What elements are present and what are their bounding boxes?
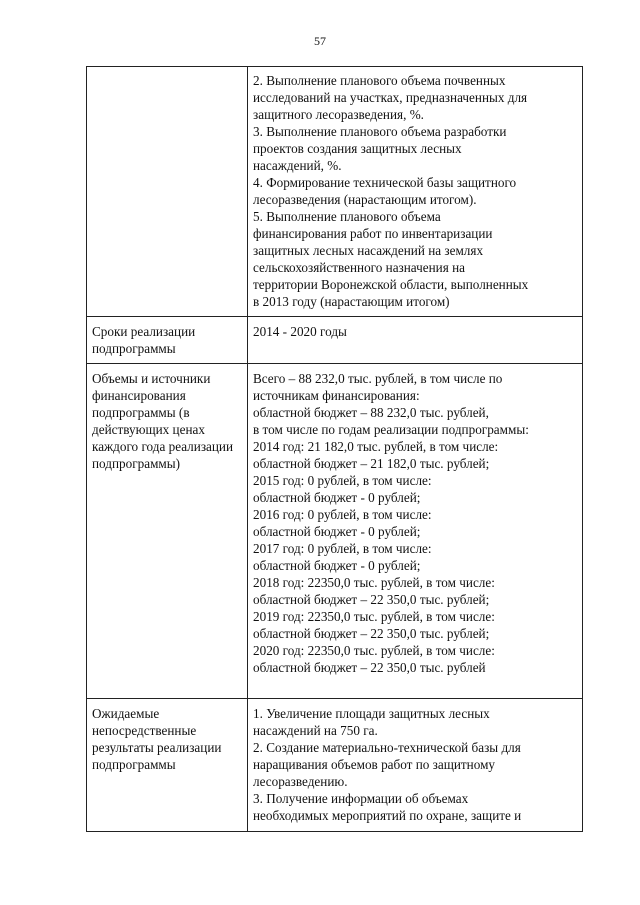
funding-line: областной бюджет - 0 рублей; bbox=[253, 490, 421, 505]
period-line: 2014 - 2020 годы bbox=[253, 324, 347, 339]
row-funding bbox=[87, 364, 583, 699]
funding-line: областной бюджет – 22 350,0 тыс. рублей; bbox=[253, 626, 490, 641]
label-line: подпрограммы) bbox=[92, 456, 181, 471]
funding-line: 2019 год: 22350,0 тыс. рублей, в том числе: bbox=[253, 609, 495, 624]
label-line: финансирования bbox=[92, 388, 186, 403]
target-line: 4. Формирование технической базы защитного bbox=[253, 175, 517, 190]
target-line: 3. Выполнение планового объема разработки bbox=[253, 124, 507, 139]
row-targets-label-cell bbox=[87, 67, 248, 317]
label-line: Ожидаемые bbox=[92, 706, 160, 721]
label-line: подпрограммы bbox=[92, 757, 176, 772]
implementation-period-label bbox=[87, 317, 248, 364]
label-line: подпрограммы bbox=[92, 341, 176, 356]
funding-line: 2020 год: 22350,0 тыс. рублей, в том числе: bbox=[253, 643, 495, 658]
funding-line: областной бюджет - 0 рублей; bbox=[253, 558, 421, 573]
target-line: исследований на участках, предназначенных для bbox=[253, 90, 528, 105]
result-line: 1. Увеличение площади защитных лесных bbox=[253, 706, 490, 721]
target-line: защитного лесоразведения, %. bbox=[253, 107, 424, 122]
result-line: насаждений на 750 га. bbox=[253, 723, 378, 738]
row-targets bbox=[87, 67, 583, 317]
row-targets-content-cell bbox=[248, 67, 583, 317]
target-line: насаждений, %. bbox=[253, 158, 342, 173]
funding-line: областной бюджет – 88 232,0 тыс. рублей, bbox=[253, 405, 489, 420]
funding-label bbox=[87, 364, 248, 699]
result-line: 2. Создание материально-технической базы для bbox=[253, 740, 521, 755]
label-line: Сроки реализации bbox=[92, 324, 196, 339]
label-line: результаты реализации bbox=[92, 740, 222, 755]
label-line: подпрограммы (в bbox=[92, 405, 190, 420]
subprogram-passport-table bbox=[86, 66, 583, 832]
target-line: защитных лесных насаждений на землях bbox=[253, 243, 484, 258]
target-line: 2. Выполнение планового объема почвенных bbox=[253, 73, 506, 88]
funding-line: 2014 год: 21 182,0 тыс. рублей, в том числе: bbox=[253, 439, 499, 454]
result-line: лесоразведению. bbox=[253, 774, 348, 789]
funding-line: 2018 год: 22350,0 тыс. рублей, в том числе: bbox=[253, 575, 495, 590]
funding-line: областной бюджет – 22 350,0 тыс. рублей; bbox=[253, 592, 490, 607]
label-line: действующих ценах bbox=[92, 422, 205, 437]
label-line: непосредственные bbox=[92, 723, 197, 738]
funding-line: 2017 год: 0 рублей, в том числе: bbox=[253, 541, 432, 556]
funding-content bbox=[248, 364, 583, 699]
result-line: необходимых мероприятий по охране, защите и bbox=[253, 808, 522, 823]
row-expected-results bbox=[87, 699, 583, 832]
expected-results-label bbox=[87, 699, 248, 832]
target-line: в 2013 году (нарастающим итогом) bbox=[253, 294, 450, 309]
label-line: каждого года реализации bbox=[92, 439, 234, 454]
label-line: Объемы и источники bbox=[92, 371, 211, 386]
funding-line: 2016 год: 0 рублей, в том числе: bbox=[253, 507, 432, 522]
target-line: 5. Выполнение планового объема bbox=[253, 209, 441, 224]
funding-line: Всего – 88 232,0 тыс. рублей, в том числе по bbox=[253, 371, 503, 386]
target-line: финансирования работ по инвентаризации bbox=[253, 226, 493, 241]
result-line: 3. Получение информации об объемах bbox=[253, 791, 469, 806]
target-line: территории Воронежской области, выполненных bbox=[253, 277, 529, 292]
page-number: 57 bbox=[314, 34, 326, 48]
funding-line: в том числе по годам реализации подпрограммы: bbox=[253, 422, 529, 437]
target-line: лесоразведения (нарастающим итогом). bbox=[253, 192, 477, 207]
funding-line: источникам финансирования: bbox=[253, 388, 420, 403]
implementation-period-value bbox=[248, 317, 583, 364]
funding-line: 2015 год: 0 рублей, в том числе: bbox=[253, 473, 432, 488]
expected-results-content bbox=[248, 699, 583, 832]
funding-line: областной бюджет - 0 рублей; bbox=[253, 524, 421, 539]
row-implementation-period bbox=[87, 317, 583, 364]
target-line: сельскохозяйственного назначения на bbox=[253, 260, 466, 275]
funding-line: областной бюджет – 21 182,0 тыс. рублей; bbox=[253, 456, 490, 471]
target-line: проектов создания защитных лесных bbox=[253, 141, 462, 156]
result-line: наращивания объемов работ по защитному bbox=[253, 757, 496, 772]
funding-line: областной бюджет – 22 350,0 тыс. рублей bbox=[253, 660, 486, 675]
